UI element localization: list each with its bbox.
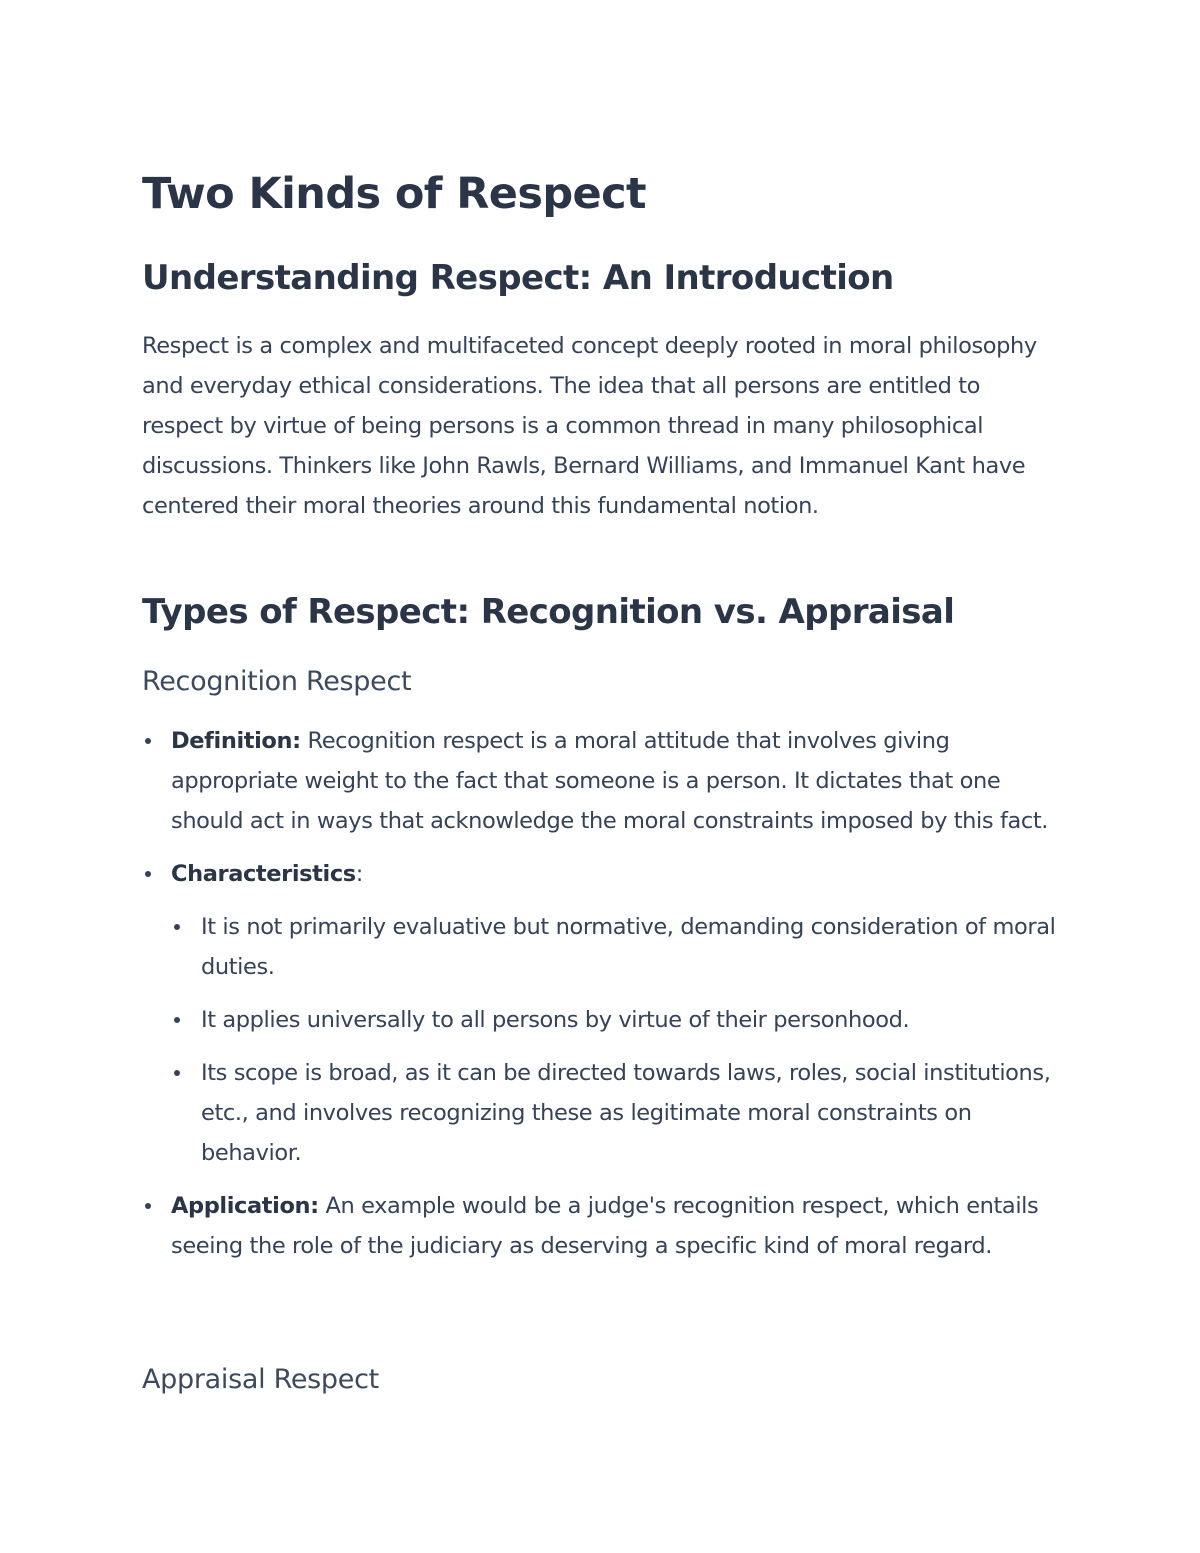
intro-paragraph: Respect is a complex and multifaceted concept deeply rooted in moral philosophy and everyday ethical considerations. The idea that all persons are entitled to respect by virtue of being persons is a common thread in many philosophical discussions. Thinkers like John Rawls, Bernard Williams, and Immanuel Kant have centered their moral theories around this fundamental notion.	[142, 333, 1037, 519]
characteristics-term: Characteristics	[171, 861, 356, 887]
application-text: An example would be a judge's recognition respect, which entails seeing the role of the judiciary as deserving a specific kind of moral regard.	[171, 1193, 1039, 1259]
characteristics-sublist	[171, 907, 1062, 1173]
list-item: It is not primarily evaluative but normative, demanding consideration of moral duties.	[171, 907, 1062, 987]
intro-heading: Understanding Respect: An Introduction	[142, 258, 894, 298]
list-item: Its scope is broad, as it can be directed towards laws, roles, social institutions, etc., and involves recognizing these as legitimate moral constraints on behavior.	[171, 1053, 1062, 1173]
recognition-respect-list	[142, 721, 1062, 1279]
document-title: Two Kinds of Respect	[142, 169, 646, 219]
types-heading: Types of Respect: Recognition vs. Appraisal	[142, 592, 955, 632]
application-term: Application:	[171, 1193, 319, 1219]
list-item-characteristics	[142, 854, 1062, 1173]
characteristics-colon: :	[355, 861, 363, 887]
list-item-application	[142, 1186, 1062, 1266]
list-item: It applies universally to all persons by virtue of their personhood.	[171, 1000, 1062, 1040]
appraisal-respect-heading: Appraisal Respect	[142, 1364, 379, 1395]
list-item-definition	[142, 721, 1062, 841]
definition-term: Definition:	[171, 728, 301, 754]
definition-text: Recognition respect is a moral attitude that involves giving appropriate weight to the fact that someone is a person. It dictates that one should act in ways that acknowledge the moral constraints imposed by this fact.	[171, 728, 1049, 834]
recognition-respect-heading: Recognition Respect	[142, 666, 412, 697]
